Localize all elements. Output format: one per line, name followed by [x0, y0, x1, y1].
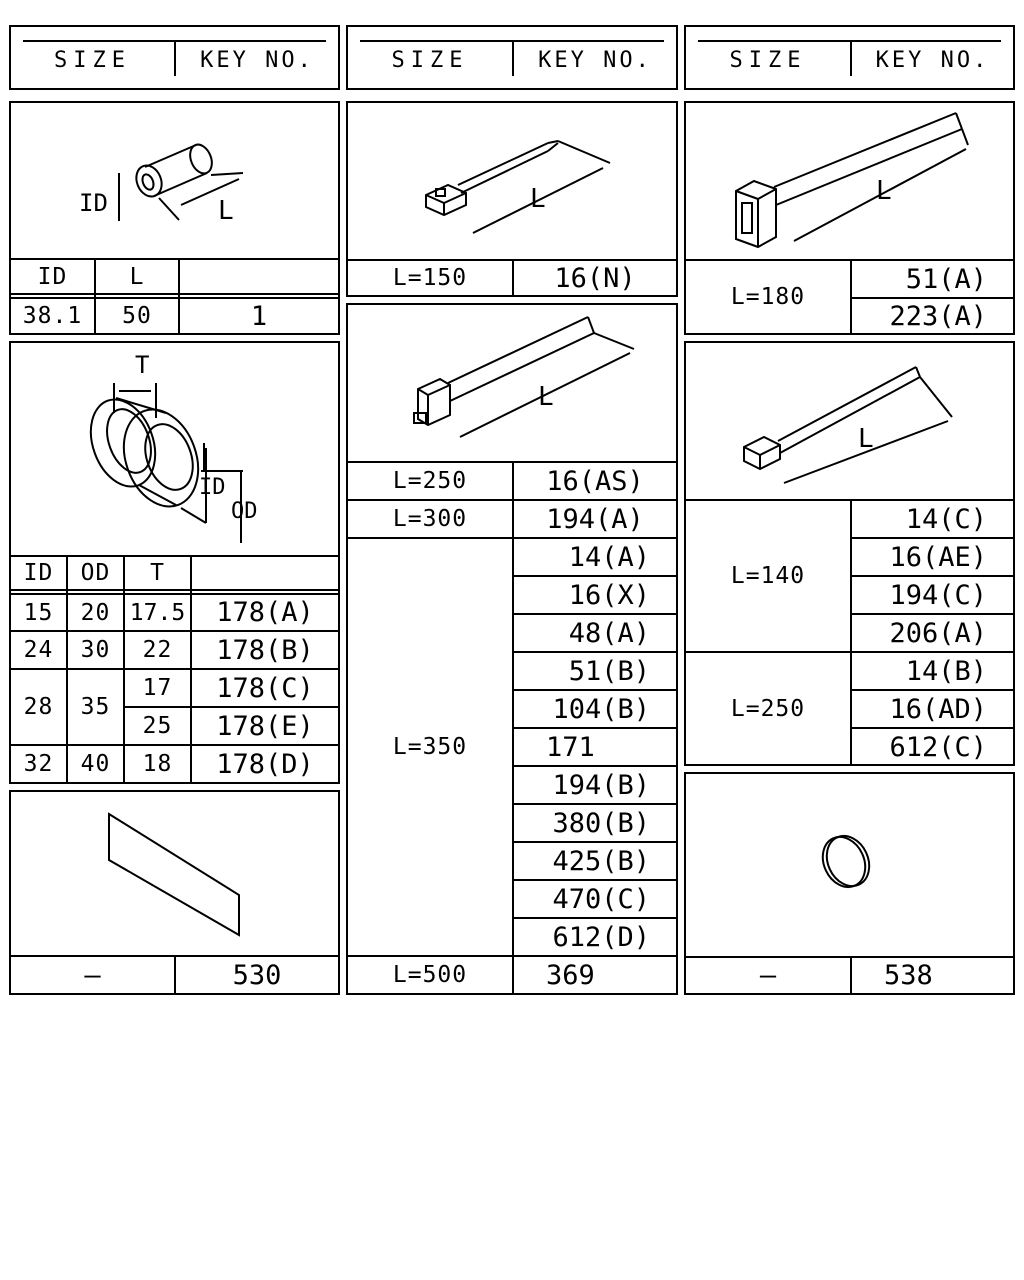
header-keyno-label: KEY NO. [538, 47, 652, 73]
grommet-row-id: 28 [23, 694, 54, 720]
tie-large-key: 470(C) [552, 883, 650, 915]
grommet-illustration [11, 343, 338, 555]
plug-key: 538 [884, 960, 933, 991]
grommet-row-key: 178(A) [216, 597, 314, 628]
grommet-row-t: 18 [142, 751, 173, 777]
header-size-label: SIZE [729, 47, 807, 73]
tie-140-size: L=140 [730, 563, 806, 589]
tube-col-id: ID [37, 263, 68, 290]
tube-dim-id-label: ID [79, 189, 108, 217]
sheet-illustration [11, 792, 338, 955]
grommet-row-key: 178(B) [216, 634, 314, 666]
grommet-dim-od-label: OD [231, 499, 258, 524]
tube-illustration [11, 103, 338, 258]
tie-large-size: L=500 [392, 962, 468, 988]
tie-140-key: 194(C) [889, 579, 987, 611]
tie-large-size: L=300 [392, 506, 468, 532]
tube-row-key: 1 [250, 300, 268, 332]
tie-large-size: L=250 [392, 468, 468, 494]
tube-col-l: L [129, 263, 145, 290]
tie-150-panel [346, 101, 678, 297]
tie-150-size: L=150 [392, 265, 468, 291]
tie-150-dim-label: L [530, 184, 546, 214]
grommet-row-id: 24 [23, 637, 54, 663]
grommet-panel [9, 341, 340, 784]
tie-large-size: L=350 [392, 734, 468, 760]
grommet-row-key: 178(C) [216, 672, 314, 704]
tie-140-key: 206(A) [889, 617, 987, 649]
header-size-label: SIZE [391, 47, 469, 73]
tie-large-key: 16(AS) [546, 465, 644, 497]
grommet-dim-t-label: T [135, 351, 150, 379]
grommet-row-t: 22 [142, 637, 173, 663]
grommet-row-id: 15 [23, 599, 54, 626]
tie-large-key: 369 [546, 959, 595, 991]
tie-180-dim-label: L [876, 176, 892, 206]
tie-large-key: 14(A) [568, 541, 650, 573]
grommet-dim-id-label: ID [199, 475, 226, 500]
plug-panel [684, 772, 1015, 995]
grommet-col-od: OD [80, 560, 111, 586]
cable-tie-large-illustration [348, 305, 676, 461]
grommet-col-t: T [150, 560, 165, 586]
cable-tie-mount-illustration [686, 103, 1013, 259]
header-keyno-label: KEY NO. [200, 47, 314, 73]
tie-140-key: 16(AE) [889, 541, 987, 573]
grommet-row-od: 20 [80, 599, 111, 626]
tie-140-key: 14(B) [905, 655, 987, 687]
header-col2 [346, 25, 678, 90]
tie-large-key: 194(A) [546, 503, 644, 535]
grommet-row-t: 17 [142, 675, 173, 701]
grommet-row-t: 17.5 [129, 599, 186, 626]
grommet-row-id: 32 [23, 751, 54, 777]
tie-large-key: 194(B) [552, 769, 650, 801]
tie-large-panel [346, 303, 678, 995]
tie-large-key: 380(B) [552, 807, 650, 839]
tie-large-dim-label: L [538, 382, 554, 412]
header-size-label: SIZE [54, 47, 131, 73]
tie-180-key: 51(A) [905, 263, 987, 295]
tie-large-key: 612(D) [552, 921, 650, 953]
grommet-row-key: 178(D) [216, 748, 314, 780]
tie-large-key: 48(A) [568, 617, 650, 649]
tie-large-key: 104(B) [552, 693, 650, 725]
sheet-size-dash: — [84, 959, 101, 991]
sheet-key: 530 [232, 959, 282, 991]
cable-tie-small-illustration [348, 103, 676, 259]
tube-panel [9, 101, 340, 335]
grommet-col-id: ID [23, 560, 54, 586]
grommet-row-key: 178(E) [216, 710, 314, 742]
tie-180-size: L=180 [730, 284, 806, 310]
tie-large-key: 51(B) [568, 655, 650, 687]
header-col3 [684, 25, 1015, 90]
sheet-panel [9, 790, 340, 995]
cable-tie-flat-illustration [686, 343, 1013, 499]
grommet-row-od: 35 [80, 694, 111, 720]
grommet-row-t: 25 [142, 713, 173, 739]
tube-row-id: 38.1 [22, 303, 83, 329]
tie-140-dim-label: L [858, 424, 874, 454]
grommet-row-od: 30 [80, 637, 111, 663]
plug-size-dash: — [759, 960, 777, 991]
plug-illustration [686, 774, 1013, 956]
tie-140-panel [684, 341, 1015, 766]
tie-140-key: 612(C) [889, 731, 987, 763]
tie-140-key: 14(C) [905, 503, 987, 535]
tie-140-size: L=250 [730, 695, 806, 722]
header-col1 [9, 25, 340, 90]
grommet-row-od: 40 [80, 751, 111, 777]
tube-row-l: 50 [122, 303, 152, 329]
header-keyno-label: KEY NO. [875, 47, 990, 73]
tie-180-key: 223(A) [889, 300, 987, 332]
tie-large-key: 16(X) [568, 579, 650, 611]
tube-dim-l-label: L [218, 196, 234, 226]
tie-150-key: 16(N) [554, 262, 636, 294]
tie-large-key: 171 [546, 731, 595, 763]
tie-180-panel [684, 101, 1015, 335]
tie-140-key: 16(AD) [889, 693, 987, 725]
tie-large-key: 425(B) [552, 845, 650, 877]
